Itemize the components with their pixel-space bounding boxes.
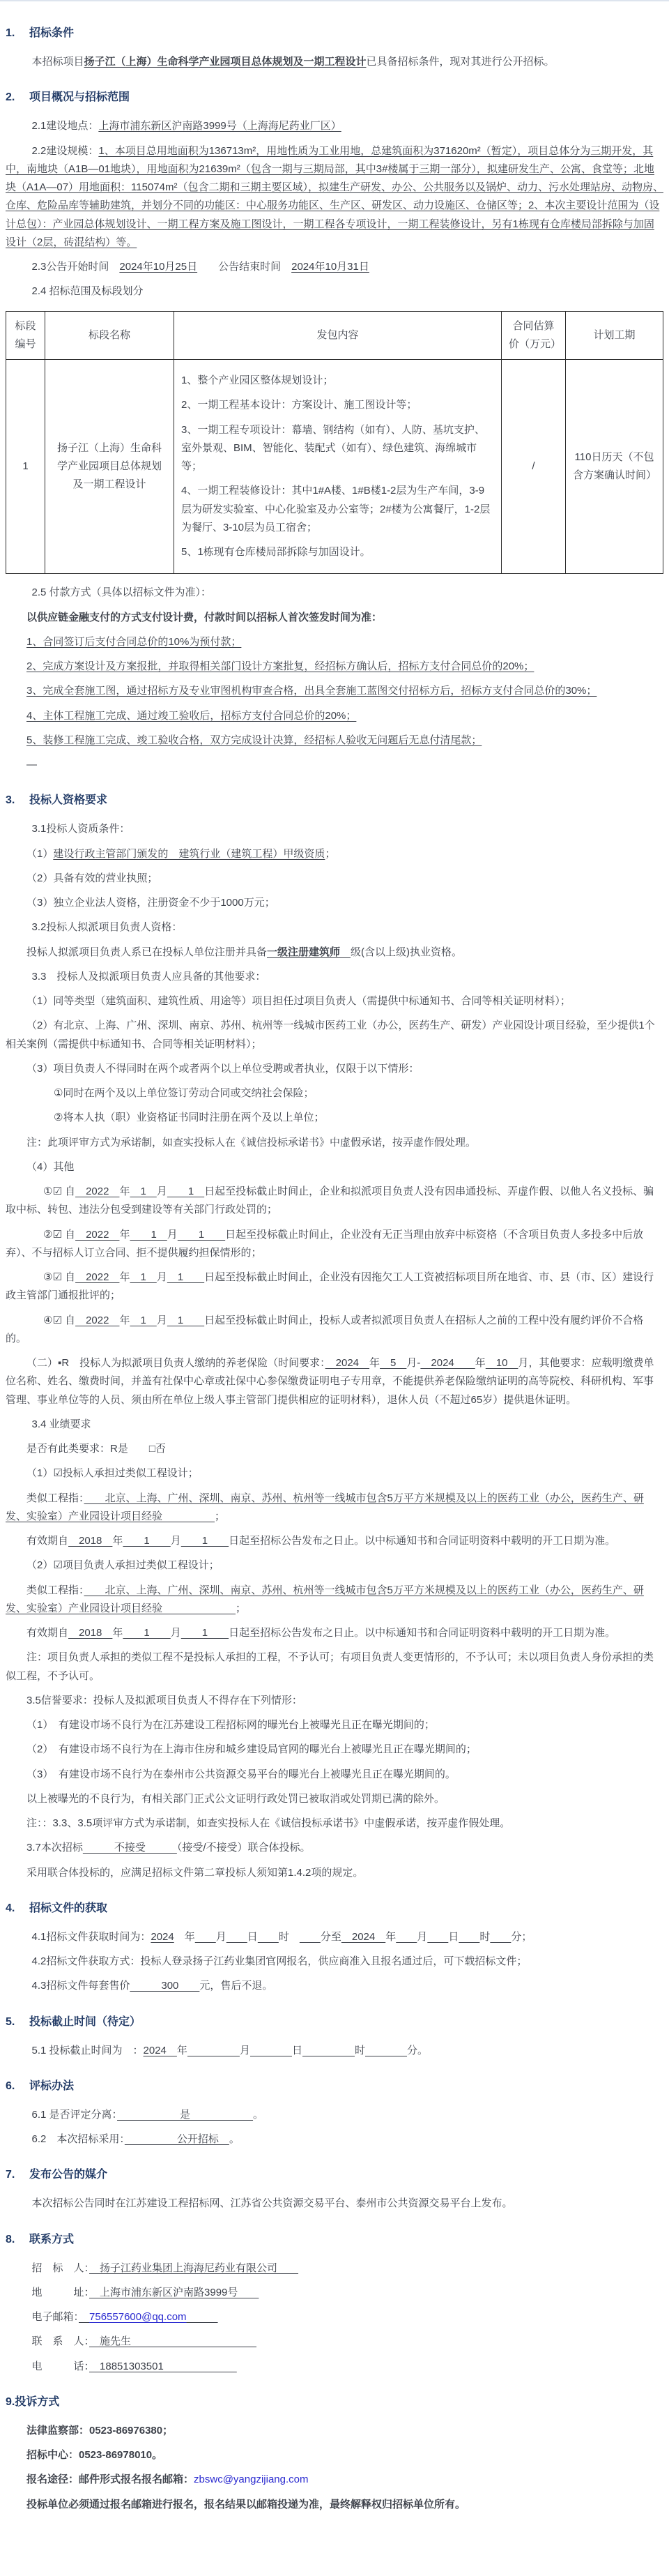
section-title: 招标文件的获取 <box>29 1902 108 1914</box>
contact-address <box>6 2284 663 2302</box>
package-content-line: 5、1栋现有仓库楼局部拆除与加固设计。 <box>181 546 371 558</box>
table-header-cell: 发包内容 <box>174 311 502 360</box>
text-span: 2.3公告开始时间 <box>31 261 120 273</box>
section-number: 8. <box>6 2233 15 2245</box>
text-span: 月- <box>406 1357 421 1369</box>
table-row <box>6 360 663 574</box>
text-span: 注：项目负责人承担的类似工程不是投标人承担的工程，不予认可；有项目负责人变更情形的，不予认可；未以项目负责人身份承担的类似工程，不予认可。 <box>6 1651 654 1682</box>
text-span: 年 <box>385 1930 397 1943</box>
text-span: 有效期自 <box>26 1535 69 1547</box>
text-span: ④☑ 自 <box>43 1314 76 1326</box>
note-promise <box>6 1134 663 1152</box>
section-9-heading <box>6 2393 663 2412</box>
text-span: 年 <box>119 1228 130 1241</box>
contact-email <box>6 2308 663 2326</box>
text-span: 3.1投标人资质条件： <box>31 823 130 835</box>
underlined-text: 18851303501 <box>89 2360 237 2372</box>
performance-yesno <box>6 1440 663 1458</box>
media-paragraph <box>6 2195 663 2213</box>
clause-1-intro <box>6 53 663 71</box>
text-span: 6.2 本次招标采用： <box>31 2133 125 2145</box>
underlined-text: 2022 <box>75 1185 120 1197</box>
payment-intro <box>6 609 663 627</box>
clause-2-1 <box>6 117 663 135</box>
text-span: 3.5信誉要求：投标人及拟派项目负责人不得存在下列情形： <box>26 1694 302 1706</box>
text-span: （接受/不接受）联合体投标。 <box>176 1842 311 1854</box>
text-span: 以上被曝光的不良行为，有相关部门正式公文证明行政处罚已被取消或处罚期已满的除外。 <box>26 1792 445 1805</box>
text-span: （4）其他 <box>26 1160 75 1173</box>
text-span: 3.3 投标人及拟派项目负责人应具备的其他要求： <box>31 970 266 983</box>
underlined-text: 1 <box>180 1627 229 1639</box>
text-span: 年 <box>112 1535 123 1547</box>
text-span: 年 <box>119 1185 130 1197</box>
clause-3-7 <box>6 1839 663 1857</box>
section-title: 发布公告的媒介 <box>29 2169 108 2181</box>
other-item-2 <box>6 1226 663 1263</box>
text-span: 分； <box>511 1930 532 1943</box>
package-content-line: 2、一期工程基本设计：方案设计、施工图设计等； <box>181 399 417 411</box>
text-span: （3）独立企业法人资格，注册资金不少于1000万元； <box>26 897 275 909</box>
text-span: 类似工程指： <box>26 1584 84 1596</box>
text-span: 月 <box>156 1185 167 1197</box>
clause-3-3-4 <box>6 1158 663 1176</box>
underlined-text: 上海市浦东新区沪南路3999号（上海海尼药业厂区） <box>98 120 341 132</box>
clause-3-5 <box>6 1692 663 1710</box>
underlined-text: 5 <box>380 1357 407 1369</box>
clause-2-4 <box>6 282 663 301</box>
text-span: （3） 有建设市场不良行为在泰州市公共资源交易平台的曝光台上被曝光且正在曝光期间的。 <box>26 1768 456 1780</box>
text-span: — <box>26 759 37 771</box>
perf-item-2 <box>6 1556 663 1575</box>
text-span: （1） <box>26 847 54 860</box>
section-title: 投标截止时间（待定） <box>29 2015 141 2028</box>
text-span: 注：此项评审方式为承诺制，如查实投标人在《诚信投标承诺书》中虚假承诺，按弄虚作假处理。 <box>26 1136 477 1149</box>
text-span: 采用联合体投标的，应满足招标文件第二章投标人须知第1.4.2项的规定。 <box>26 1866 364 1879</box>
section-title: 投标人资格要求 <box>29 794 108 807</box>
text-span: （3）项目负责人不得同时在两个或者两个以上单位受聘或者执业，仅限于以下情形： <box>26 1062 420 1075</box>
signup-channel <box>6 2471 663 2489</box>
underlined-text: 不接受 <box>82 1842 177 1854</box>
underlined-text: 2024 <box>325 1357 370 1369</box>
text-span: 本招标项目 <box>31 56 84 68</box>
underlined-text: 2018 <box>68 1535 113 1547</box>
underlined-text: 2018 <box>68 1627 113 1639</box>
underlined-text <box>396 1931 417 1943</box>
underlined-text: 2024 <box>420 1357 475 1369</box>
section-8-heading <box>6 2230 663 2250</box>
underlined-text: 2022 <box>75 1228 120 1241</box>
credit-item-3 <box>6 1766 663 1784</box>
underlined-text: 2024 <box>143 2044 177 2056</box>
underlined-text: 上海市浦东新区沪南路3999号 <box>89 2286 259 2298</box>
text-span: 年 <box>475 1357 486 1369</box>
text-span: 日 <box>247 1930 258 1943</box>
underlined-text: 1 <box>177 1228 226 1241</box>
section-4-heading <box>6 1899 663 1918</box>
underlined-text: 4、主体工程施工完成、通过竣工验收后，招标方支付合同总价的20%； <box>26 709 357 722</box>
underlined-text <box>300 1931 321 1943</box>
signup-note <box>6 2496 663 2514</box>
payment-item <box>6 682 663 700</box>
clause-3-1-1 <box>6 845 663 863</box>
text-span: 年 <box>369 1357 380 1369</box>
text-span: 5.1 投标截止时间为 ： <box>31 2044 144 2056</box>
section-number: 4. <box>6 1902 15 1914</box>
text-span: 联 系 人： <box>31 2335 90 2348</box>
text-span: 日起至投标截止时间止，企业没有因拖欠工人工资被招标项目所在地省、市、县（市、区）建设行政主管部门通报批评的； <box>6 1271 654 1302</box>
text-span: （2）具备有效的营业执照； <box>26 872 158 884</box>
text-span: 月 <box>167 1228 178 1241</box>
clause-2-3 <box>6 258 663 276</box>
cell-package-content <box>174 360 502 574</box>
text-span: 月 <box>170 1535 181 1547</box>
payment-item <box>6 633 663 651</box>
text-span: 4.2招标文件获取方式：投标人登录扬子江药业集团官网报名，供应商准入且报名通过后，可下载招标文件； <box>31 1955 528 1967</box>
other-item-4 <box>6 1312 663 1349</box>
credit-item-2 <box>6 1741 663 1759</box>
payment-item <box>6 732 663 750</box>
text-span: 2.1建设地点： <box>31 120 99 132</box>
clause-3-2-body <box>6 944 663 962</box>
email-link[interactable]: 756557600@qq.com <box>89 2311 187 2323</box>
underlined-text: 2022 <box>75 1314 120 1326</box>
text-span: （二）▪R 投标人为拟派项目负责人缴纳的养老保险（时间要求： <box>26 1357 325 1369</box>
underlined-text: 一级注册建筑师 <box>267 946 351 958</box>
text-span: 。 <box>229 2133 240 2145</box>
underlined-text: 扬子江药业集团上海海尼药业有限公司 <box>89 2261 299 2274</box>
underlined-text: 建设行政主管部门颁发的 建筑行业（建筑工程）甲级资质 <box>53 847 325 860</box>
underlined-text: 1 <box>130 1228 167 1241</box>
text-span: 3.7本次招标 <box>26 1842 83 1854</box>
clause-5-1 <box>6 2042 663 2060</box>
text-span: 分。 <box>407 2044 429 2056</box>
underlined-text <box>250 2045 292 2056</box>
table-header-cell: 计划工期 <box>566 311 663 360</box>
underlined-text: 300 <box>130 1980 200 1992</box>
similar-project-def <box>6 1490 663 1526</box>
section-title: 评标办法 <box>29 2079 75 2092</box>
text-span: 3.4 业绩要求 <box>31 1418 91 1430</box>
clause-3-4 <box>6 1416 663 1434</box>
text-span: 投标人拟派项目负责人系已在投标人单位注册并具备 <box>26 946 268 958</box>
underlined-text: 5、装修工程施工完成、竣工验收合格，双方完成设计决算，经招标人验收无问题后无息付清尾款； <box>26 734 482 746</box>
underlined-text: 1 <box>130 1314 157 1326</box>
text-span: 元，售后不退。 <box>199 1980 273 1992</box>
complaint-center <box>6 2446 663 2464</box>
section-number: 2. <box>6 91 15 104</box>
credit-exception <box>6 1790 663 1808</box>
underlined-text <box>459 1931 479 1943</box>
text-span: 电 话： <box>31 2360 90 2372</box>
text-span: 月 <box>170 1627 181 1639</box>
text-span: （1）☑投标人承担过类似工程设计； <box>26 1467 199 1480</box>
text-span: 时 <box>355 2044 366 2056</box>
text-span: ③☑ 自 <box>43 1271 76 1283</box>
text-span: 2.4 招标范围及标段划分 <box>31 285 144 298</box>
text-span: （2） 有建设市场不良行为在上海市住房和城乡建设局官网的曝光台上被曝光且正在曝光期间的； <box>26 1743 477 1756</box>
section-number: 6. <box>6 2079 15 2092</box>
text-span: 6.1 是否评定分离： <box>31 2108 118 2121</box>
section-6-heading <box>6 2077 663 2096</box>
underlined-text: 2024 <box>341 1930 386 1943</box>
clause-3-1-2 <box>6 870 663 888</box>
underlined-text: 1、本项目总用地面积为136713m²，用地性质为工业用地，总建筑面积为371620m²（暂定），项目总体分为三期开发，其中，南地块（A1B—01地块），用地面积为21639m²（包含一期与三期局部，其中3#楼属于三期一部分），拟建研发生产、公寓、食堂等；北地块（A1A—07）用地面积：115074m²（包含二期和三期主要区域），拟建生产研发、办公、公共服务以及锅炉、动力、污水处理站房、动物房、仓库、危险品库等辅助建筑，并划分不同的功能区：中心服务功能区、生产区、研发区、动力设施区、仓储区等；2、本次主要设计范围为（设计总包）：产业园总体规划设计、一期工程方案及施工图设计，一期工程各专项设计，一期工程装修设计，另有1栋现有仓库楼局部拆除与加固设计（2层，砖混结构）等。 <box>6 144 663 248</box>
text-span: 已具备招标条件，现对其进行公开招标。 <box>366 56 555 68</box>
cell-section-name: 扬子江（上海）生命科学产业园项目总体规划及一期工程设计 <box>45 360 174 574</box>
underlined-text: 2022 <box>75 1271 120 1283</box>
text-span: 月 <box>156 1271 167 1283</box>
package-content-line: 3、一期工程专项设计：幕墙、钢结构（如有）、人防、基坑支护、室外景观、BIM、智能化、装配式（如有）、绿色建筑、海绵城市等； <box>181 423 485 472</box>
clause-3-3-1 <box>6 992 663 1010</box>
cell-estimated-price: / <box>502 360 566 574</box>
text-span: 。 <box>253 2108 264 2121</box>
contact-phone <box>6 2358 663 2376</box>
section-title: 投诉方式 <box>15 2395 60 2408</box>
section-number: 5. <box>6 2015 15 2028</box>
section-1-heading <box>6 24 663 43</box>
other-item-3 <box>6 1268 663 1305</box>
dash-line <box>6 756 663 774</box>
text-span: （1）同等类型（建筑面积、建筑性质、用途等）项目担任过项目负责人（需提供中标通知书、合同等相关证明材料）； <box>26 995 571 1007</box>
table-header-row <box>6 311 663 360</box>
text-span: 级(含以上级)执业资格。 <box>351 946 463 958</box>
clause-4-3 <box>6 1977 663 1995</box>
note-3-3-3-5 <box>6 1814 663 1833</box>
text-span: 4.3招标文件每套售价 <box>31 1980 130 1992</box>
clause-2-5 <box>6 584 663 602</box>
underlined-text: 3、完成全套施工图，通过招标方及专业审图机构审查合格，出具全套施工蓝图交付招标方后，招标方支付合同总价的30%； <box>26 685 597 697</box>
text-span: 日起至招标公告发布之日止。以中标通知书和合同证明资料中载明的开工日期为准。 <box>229 1627 616 1639</box>
cell-section-no: 1 <box>6 360 45 574</box>
section-3-heading <box>6 791 663 810</box>
clause-4-2 <box>6 1953 663 1971</box>
clause-4-1 <box>6 1928 663 1946</box>
package-content-line: 4、一期工程装修设计：其中1#A楼、1#B楼1-2层为生产车间，3-9层为研发实验室、中心化验室及办公室等；2#楼为公寓餐厅，1-2层为餐厅、3-10层为员工宿舍； <box>181 485 491 533</box>
text-span: 年 <box>119 1314 130 1326</box>
text-span: 月 <box>156 1314 167 1326</box>
text-span: ②将本人执（职）业资格证书同时注册在两个及以上单位； <box>54 1112 325 1124</box>
contact-tenderee <box>6 2259 663 2278</box>
underlined-text: 1 <box>123 1535 171 1547</box>
text-span: 日起至招标公告发布之日止。以中标通知书和合同证明资料中载明的开工日期为准。 <box>229 1535 616 1547</box>
underlined-text: 10 <box>485 1357 518 1369</box>
underlined-text: 2024年10月25日 <box>119 261 198 273</box>
text-span: 招 标 人： <box>31 2261 90 2274</box>
payment-item <box>6 658 663 676</box>
underlined-text <box>427 1931 448 1943</box>
text-span: 3.2投标人拟派项目负责人资格： <box>31 921 183 934</box>
text-span: 2.2建设规模： <box>31 144 99 157</box>
section-title: 招标条件 <box>29 27 75 39</box>
clause-pension <box>6 1354 663 1409</box>
underlined-text: 北京、上海、广州、深圳、南京、苏州、杭州等一线城市包含5万平方米规模及以上的医药工业（办公，医药生产、研发、实验室）产业园设计项目经验 <box>6 1584 644 1614</box>
email-link[interactable]: zbswc@yangzijiang.com <box>194 2473 309 2486</box>
text-span: ①同时在两个及以上单位签订劳动合同或交纳社会保险； <box>54 1087 314 1099</box>
underlined-text: 公开招标 <box>124 2133 229 2145</box>
underlined-text <box>226 1931 247 1943</box>
text-span: ； <box>215 1510 226 1522</box>
text-span: 分至 <box>320 1930 341 1943</box>
text-span: 招标中心：0523-86978010。 <box>26 2449 163 2461</box>
clause-3-1-3 <box>6 894 663 912</box>
text-span: ； <box>325 847 336 860</box>
section-number: 3. <box>6 794 15 807</box>
underlined-text: 2024 <box>151 1930 174 1943</box>
text-span: （2）有北京、上海、广州、深圳、南京、苏州、杭州等一线城市医药工业（办公，医药生产、研发）产业园设计项目经验，至少提供1个相关案例（需提供中标通知书、合同等相关证明材料）； <box>6 1020 655 1050</box>
payment-item <box>6 707 663 725</box>
underlined-text: 1 <box>130 1271 157 1283</box>
table-header-cell: 合同估算价（万元） <box>502 311 566 360</box>
text-span: ①☑ 自 <box>43 1185 76 1197</box>
clause-3-3 <box>6 968 663 986</box>
underlined-text <box>195 1931 216 1943</box>
text-span: （2）☑项目负责人承担过类似工程设计； <box>26 1559 220 1572</box>
text-span: 月 <box>417 1930 428 1943</box>
package-content-line: 1、整个产业园区整体规划设计； <box>181 374 334 386</box>
cell-planned-duration: 110日历天（不包含方案确认时间） <box>566 360 663 574</box>
underlined-text: 北京、上海、广州、深圳、南京、苏州、杭州等一线城市包含5万平方米规模及以上的医药工业（办公，医药生产、研发、实验室）产业园设计项目经验 <box>6 1492 644 1522</box>
clause-3-1 <box>6 820 663 838</box>
text-span: 注：：3.3、3.5项评审方式为承诺制，如查实投标人在《诚信投标承诺书》中虚假承诺，按弄虚作假处理。 <box>26 1817 511 1829</box>
text-span: 时 <box>479 1930 491 1943</box>
text-span: 地 址： <box>31 2286 90 2298</box>
clause-2-2 <box>6 142 663 252</box>
text-span: ； <box>236 1602 247 1614</box>
underlined-text: 1、合同签订后支付合同总价的10%为预付款； <box>26 635 242 648</box>
underlined-text: 2、完成方案设计及方案报批，并取得相关部门设计方案批复，经招标方确认后，招标方支付合同总价的20%； <box>26 660 535 672</box>
text-span: 报名途径：邮件形式报名报名邮箱： <box>26 2473 194 2486</box>
text-span: （1） 有建设市场不良行为在江苏建设工程招标网的曝光台上被曝光且正在曝光期间的； <box>26 1719 435 1731</box>
underlined-text <box>365 2045 407 2056</box>
validity-period <box>6 1532 663 1550</box>
underlined-text <box>258 1931 279 1943</box>
text-span: 日 <box>291 2044 302 2056</box>
underlined-text: 是 <box>117 2108 254 2121</box>
text-span: 时 <box>278 1930 300 1943</box>
text-span: 2.5 付款方式（具体以招标文件为准）： <box>31 586 212 599</box>
clause-6-2 <box>6 2130 663 2149</box>
text-span: 本次招标公告同时在江苏建设工程招标网、江苏省公共资源交易平台、泰州市公共资源交易平台上发布。 <box>31 2197 513 2210</box>
clause-3-3-2 <box>6 1017 663 1054</box>
text-span: 4.1招标文件获取时间为： <box>31 1930 151 1943</box>
table-header-cell: 标段名称 <box>45 311 174 360</box>
underlined-text: 施先生 <box>89 2335 257 2348</box>
contact-person <box>6 2333 663 2351</box>
note-similar <box>6 1649 663 1685</box>
text-span: 法律监察部：0523-86976380； <box>26 2424 174 2437</box>
section-number: 1. <box>6 27 15 39</box>
credit-item-1 <box>6 1716 663 1734</box>
underlined-text: 1 <box>180 1535 229 1547</box>
section-2-heading <box>6 88 663 107</box>
validity-period <box>6 1624 663 1642</box>
underlined-text <box>490 1931 511 1943</box>
text-span: 日起至投标截止时间止，企业和拟派项目负责人没有因串通投标、弄虚作假、以他人名义投标、骗取中标、转包、违法分包受到建设等有关部门行政处罚的； <box>6 1185 654 1216</box>
underlined-text: 1 <box>130 1185 157 1197</box>
perf-item-1 <box>6 1464 663 1483</box>
complaint-legal <box>6 2422 663 2440</box>
text-span: 月 <box>215 1930 226 1943</box>
table-header-cell: 标段编号 <box>6 311 45 360</box>
text-span: 月，其他要求：应载明缴费单位名称、姓名、缴费时间，并盖有社保中心章或社保中心参保缴费证明电子专用章，不能提供养老保险缴纳证明的高等院校、科研机构、军事管理、事业单位等的人员、须由所在单位上级人事主管部门提供相应的证明材料），退休人员（不超过65岁）提供退休证明。 <box>6 1357 654 1406</box>
text-span: 日起至投标截止时间止，企业没有无正当理由放弃中标资格（不含项目负责人多投多中后放弃）、不与招标人订立合同、拒不提供履约担保情形的； <box>6 1228 644 1259</box>
section-number: 7. <box>6 2169 15 2181</box>
text-span: 有效期自 <box>26 1627 69 1639</box>
underlined-text <box>79 2311 89 2323</box>
section-number: 9. <box>6 2395 15 2408</box>
underlined-text: 扬子江（上海）生命科学产业园项目总体规划及一期工程设计 <box>84 56 367 68</box>
similar-project-def <box>6 1582 663 1619</box>
text-span: 年 <box>119 1271 130 1283</box>
text-span: 月 <box>239 2044 250 2056</box>
underlined-text: 1 <box>123 1627 171 1639</box>
consortium-note <box>6 1864 663 1882</box>
underlined-text: 1 <box>167 1185 205 1197</box>
text-span: ②☑ 自 <box>43 1228 76 1241</box>
underlined-text: 1 <box>167 1314 205 1326</box>
underlined-text: 1 <box>167 1271 205 1283</box>
section-7-heading <box>6 2165 663 2185</box>
underlined-text: 2024年10月31日 <box>291 261 369 273</box>
text-span: 年 <box>112 1627 123 1639</box>
text-span: 日 <box>448 1930 459 1943</box>
clause-3-3-3-b <box>6 1109 663 1127</box>
section-title: 联系方式 <box>29 2233 75 2245</box>
underlined-text <box>302 2045 355 2056</box>
clause-3-2 <box>6 918 663 937</box>
text-span: 年 <box>176 2044 187 2056</box>
section-title: 项目概况与招标范围 <box>29 91 130 104</box>
text-span: 年 <box>174 1930 195 1943</box>
text-span: 电子邮箱： <box>31 2311 79 2323</box>
text-span: 公告结束时间 <box>197 261 292 273</box>
other-item-1 <box>6 1183 663 1220</box>
text-span: 日起至投标截止时间止，投标人或者拟派项目负责人在招标人之前的工程中没有履约评价不合格的。 <box>6 1314 644 1344</box>
bid-sections-table <box>6 311 663 575</box>
clause-3-3-3 <box>6 1060 663 1078</box>
text-span: 投标单位必须通过报名邮箱进行报名，报名结果以邮箱投递为准，最终解释权归招标单位所有。 <box>26 2498 466 2510</box>
underlined-text <box>187 2311 218 2323</box>
clause-3-3-3-a <box>6 1084 663 1103</box>
text-span: 以供应链金融支付的方式支付设计费，付款时间以招标人首次签发时间为准： <box>26 611 383 623</box>
text-span: 是否有此类要求：R是 □否 <box>26 1443 166 1455</box>
clause-6-1 <box>6 2106 663 2124</box>
section-5-heading <box>6 2013 663 2032</box>
text-span: 类似工程指： <box>26 1492 84 1504</box>
underlined-text <box>187 2045 240 2056</box>
